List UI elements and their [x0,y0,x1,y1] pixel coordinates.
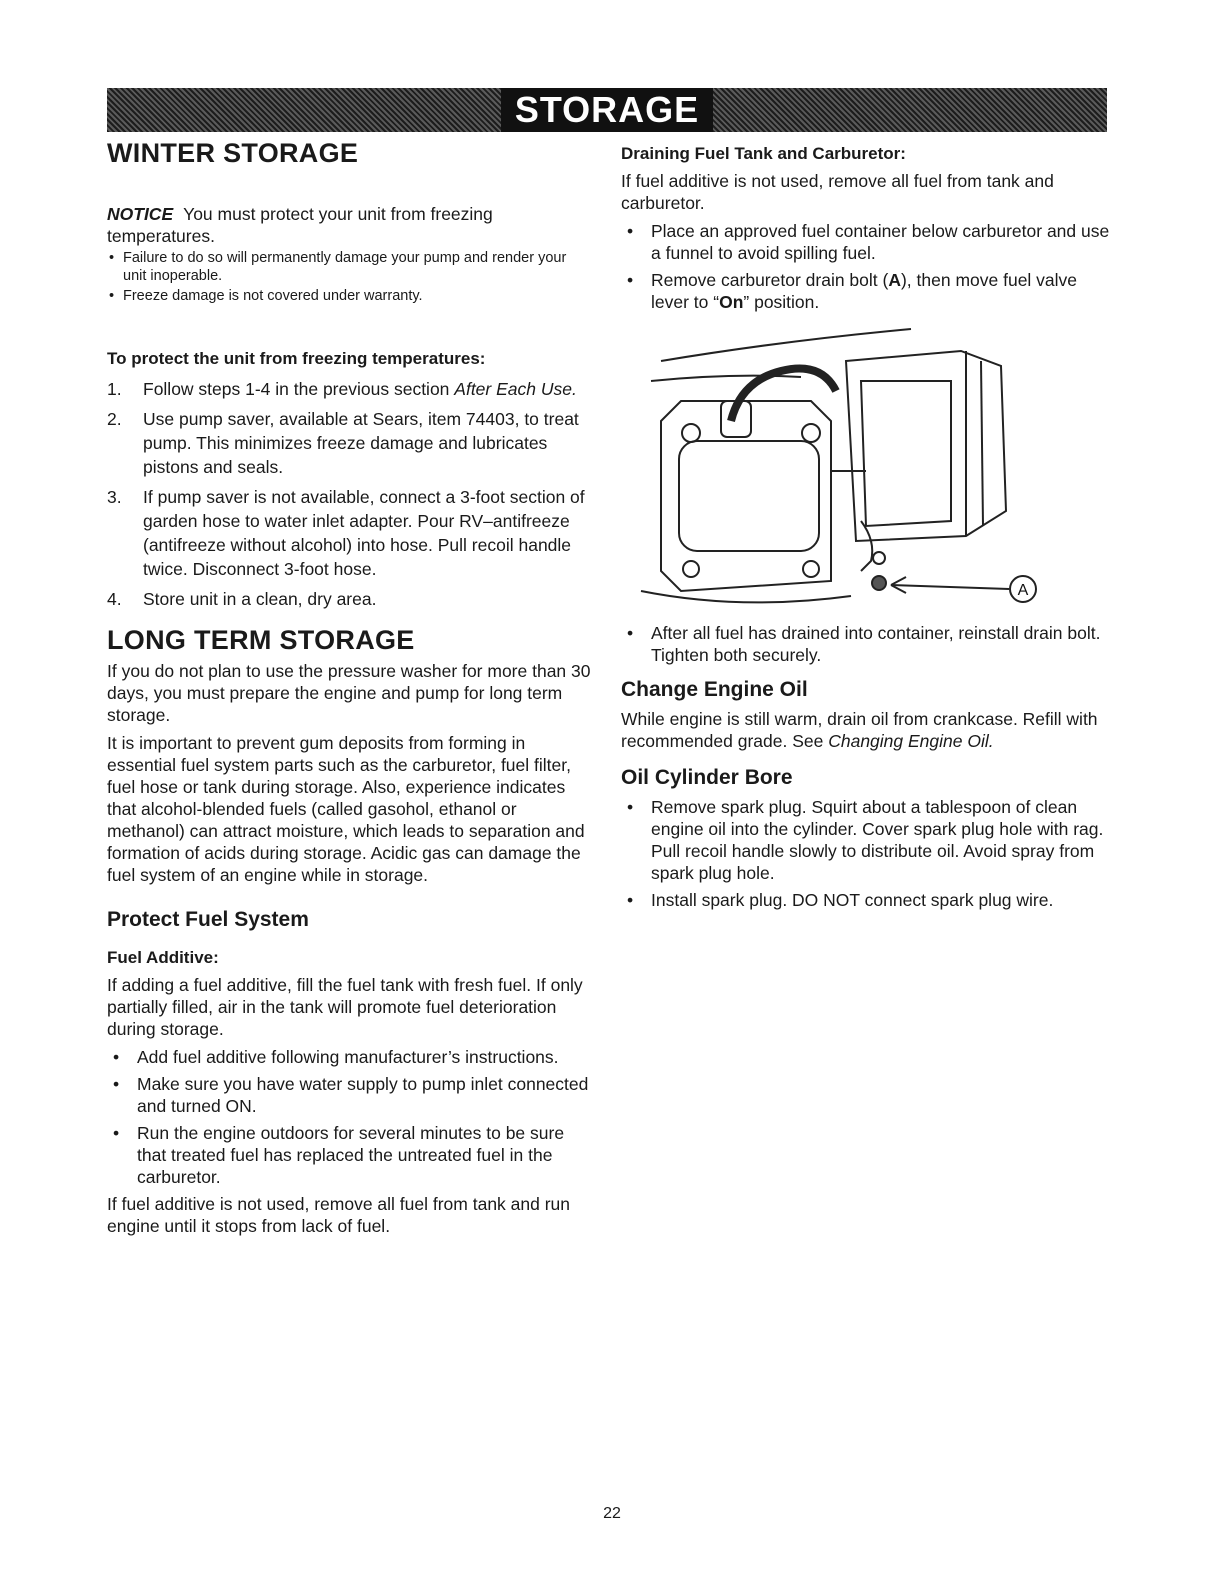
engine-panel [861,381,951,526]
oil-cylinder-bore-title: Oil Cylinder Bore [621,766,793,789]
banner-title: STORAGE [501,88,713,132]
protect-steps [107,377,592,611]
base-outline [641,591,851,602]
drain-bolt-washer [872,576,886,590]
step-number: 3. [107,487,122,507]
engine-oil-reference: Changing Engine Oil. [828,731,994,751]
list-item: • Install spark plug. DO NOT connect spark plug wire. [621,889,1111,911]
list-item [621,269,1111,313]
tank-edge-line [651,376,801,381]
drain-bolt [873,552,885,564]
list-item: • After all fuel has drained into container, reinstall drain bolt. Tighten both securely. [621,622,1111,666]
engine-oil-text: While engine is still warm, drain oil from crankcase. Refill with recommended grade. See [621,709,1098,751]
notice-text: You must protect your unit from freezing temperatures. [107,204,493,246]
draining-para: If fuel additive is not used, remove all fuel from tank and carburetor. [621,171,1054,213]
section-banner [107,88,1107,132]
long-term-para-2: It is important to prevent gum deposits from forming in essential fuel system parts such as the carburetor, fuel filter, fuel hose or tank during storage. Also, experience indicates that alcohol-blended fuels (called gasohol, ethanol or methanol) can attract moisture, which leads to separation and formation of acids during storage. Acidic gas can damage the fuel system of an engine while in storage. [107,733,585,885]
step-text: Store unit in a clean, dry area. [143,589,377,609]
engine-oil-para [621,708,1111,752]
step-item [107,377,592,401]
step-reference: After Each Use. [454,379,577,399]
step-text: Follow steps 1-4 in the previous section [143,379,455,399]
long-term-para-1: If you do not plan to use the pressure washer for more than 30 days, you must prepare the engine and pump for long term storage. [107,661,591,725]
item-text: ” position. [743,292,820,312]
list-item: • Remove spark plug. Squirt about a tablespoon of clean engine oil into the cylinder. Cover spark plug hole with rag. Pull recoil handle slowly to distribute oil. Avoid spray from spark plug hole. [621,796,1111,884]
fuel-additive-para: If adding a fuel additive, fill the fuel tank with fresh fuel. If only partially filled, air in the tank will promote fuel deterioration during storage. [107,975,583,1039]
air-filter-cover [679,441,819,551]
draining-heading: Draining Fuel Tank and Carburetor: [621,144,906,163]
notice-paragraph [107,203,592,247]
step-number: 1. [107,379,122,399]
bolt-head [802,424,820,442]
right-column [621,144,1111,916]
callout-arrow-line [891,585,1009,589]
carburetor-diagram [621,321,1061,616]
fuel-valve-lever [861,521,872,571]
fuel-closing-para: If fuel additive is not used, remove all fuel from tank and run engine until it stops from lack of fuel. [107,1194,571,1236]
list-item: • Run the engine outdoors for several minutes to be sure that treated fuel has replaced the untreated fuel in the carburetor. [107,1122,592,1188]
protect-fuel-system-title: Protect Fuel System [107,908,309,931]
notice-list [107,249,592,305]
long-term-storage-title: LONG TERM STORAGE [107,625,415,655]
cylinder-list [621,796,1111,911]
draining-list [621,220,1111,313]
page-number: 22 [603,1505,621,1522]
fuel-additive-heading: Fuel Additive: [107,948,219,967]
step-text: If pump saver is not available, connect a 3-foot section of garden hose to water inlet adapter. Pour RV–antifreeze (antifreeze without alcohol) into hose. Pull recoil handle twice. Disconnect 3-foot hose. [143,487,585,579]
bolt-head [683,561,699,577]
bolt-head [803,561,819,577]
list-item: • Place an approved fuel container below carburetor and use a funnel to avoid spilling fuel. [621,220,1111,264]
protect-heading: To protect the unit from freezing temperatures: [107,349,486,368]
winter-storage-title: WINTER STORAGE [107,138,359,168]
item-text-bold: A [888,270,901,290]
step-text: Use pump saver, available at Sears, item 74403, to treat pump. This minimizes freeze damage and lubricates pistons and seals. [143,409,579,477]
step-item [107,485,592,581]
step-item [107,587,592,611]
fuel-additive-list [107,1046,592,1188]
list-item: • Make sure you have water supply to pump inlet connected and turned ON. [107,1073,592,1117]
engine-edge-line [981,361,983,526]
callout-label: A [1017,582,1029,599]
tank-edge-line [661,329,911,361]
item-text-bold: On [719,292,744,312]
step-number: 4. [107,589,122,609]
change-engine-oil-title: Change Engine Oil [621,678,808,701]
notice-label: NOTICE [107,204,174,224]
after-drain-list [621,622,1111,666]
item-text: ), then move fuel valve lever to “ [651,270,1078,312]
step-number: 2. [107,409,122,429]
left-column [107,138,592,1237]
list-item: • Add fuel additive following manufacturer’s instructions. [107,1046,592,1068]
step-item [107,407,592,479]
bolt-head [682,424,700,442]
list-item: • Failure to do so will permanently damage your pump and render your unit inoperable. [107,249,592,285]
list-item: • Freeze damage is not covered under warranty. [107,287,592,305]
item-text: Remove carburetor drain bolt ( [651,270,889,290]
